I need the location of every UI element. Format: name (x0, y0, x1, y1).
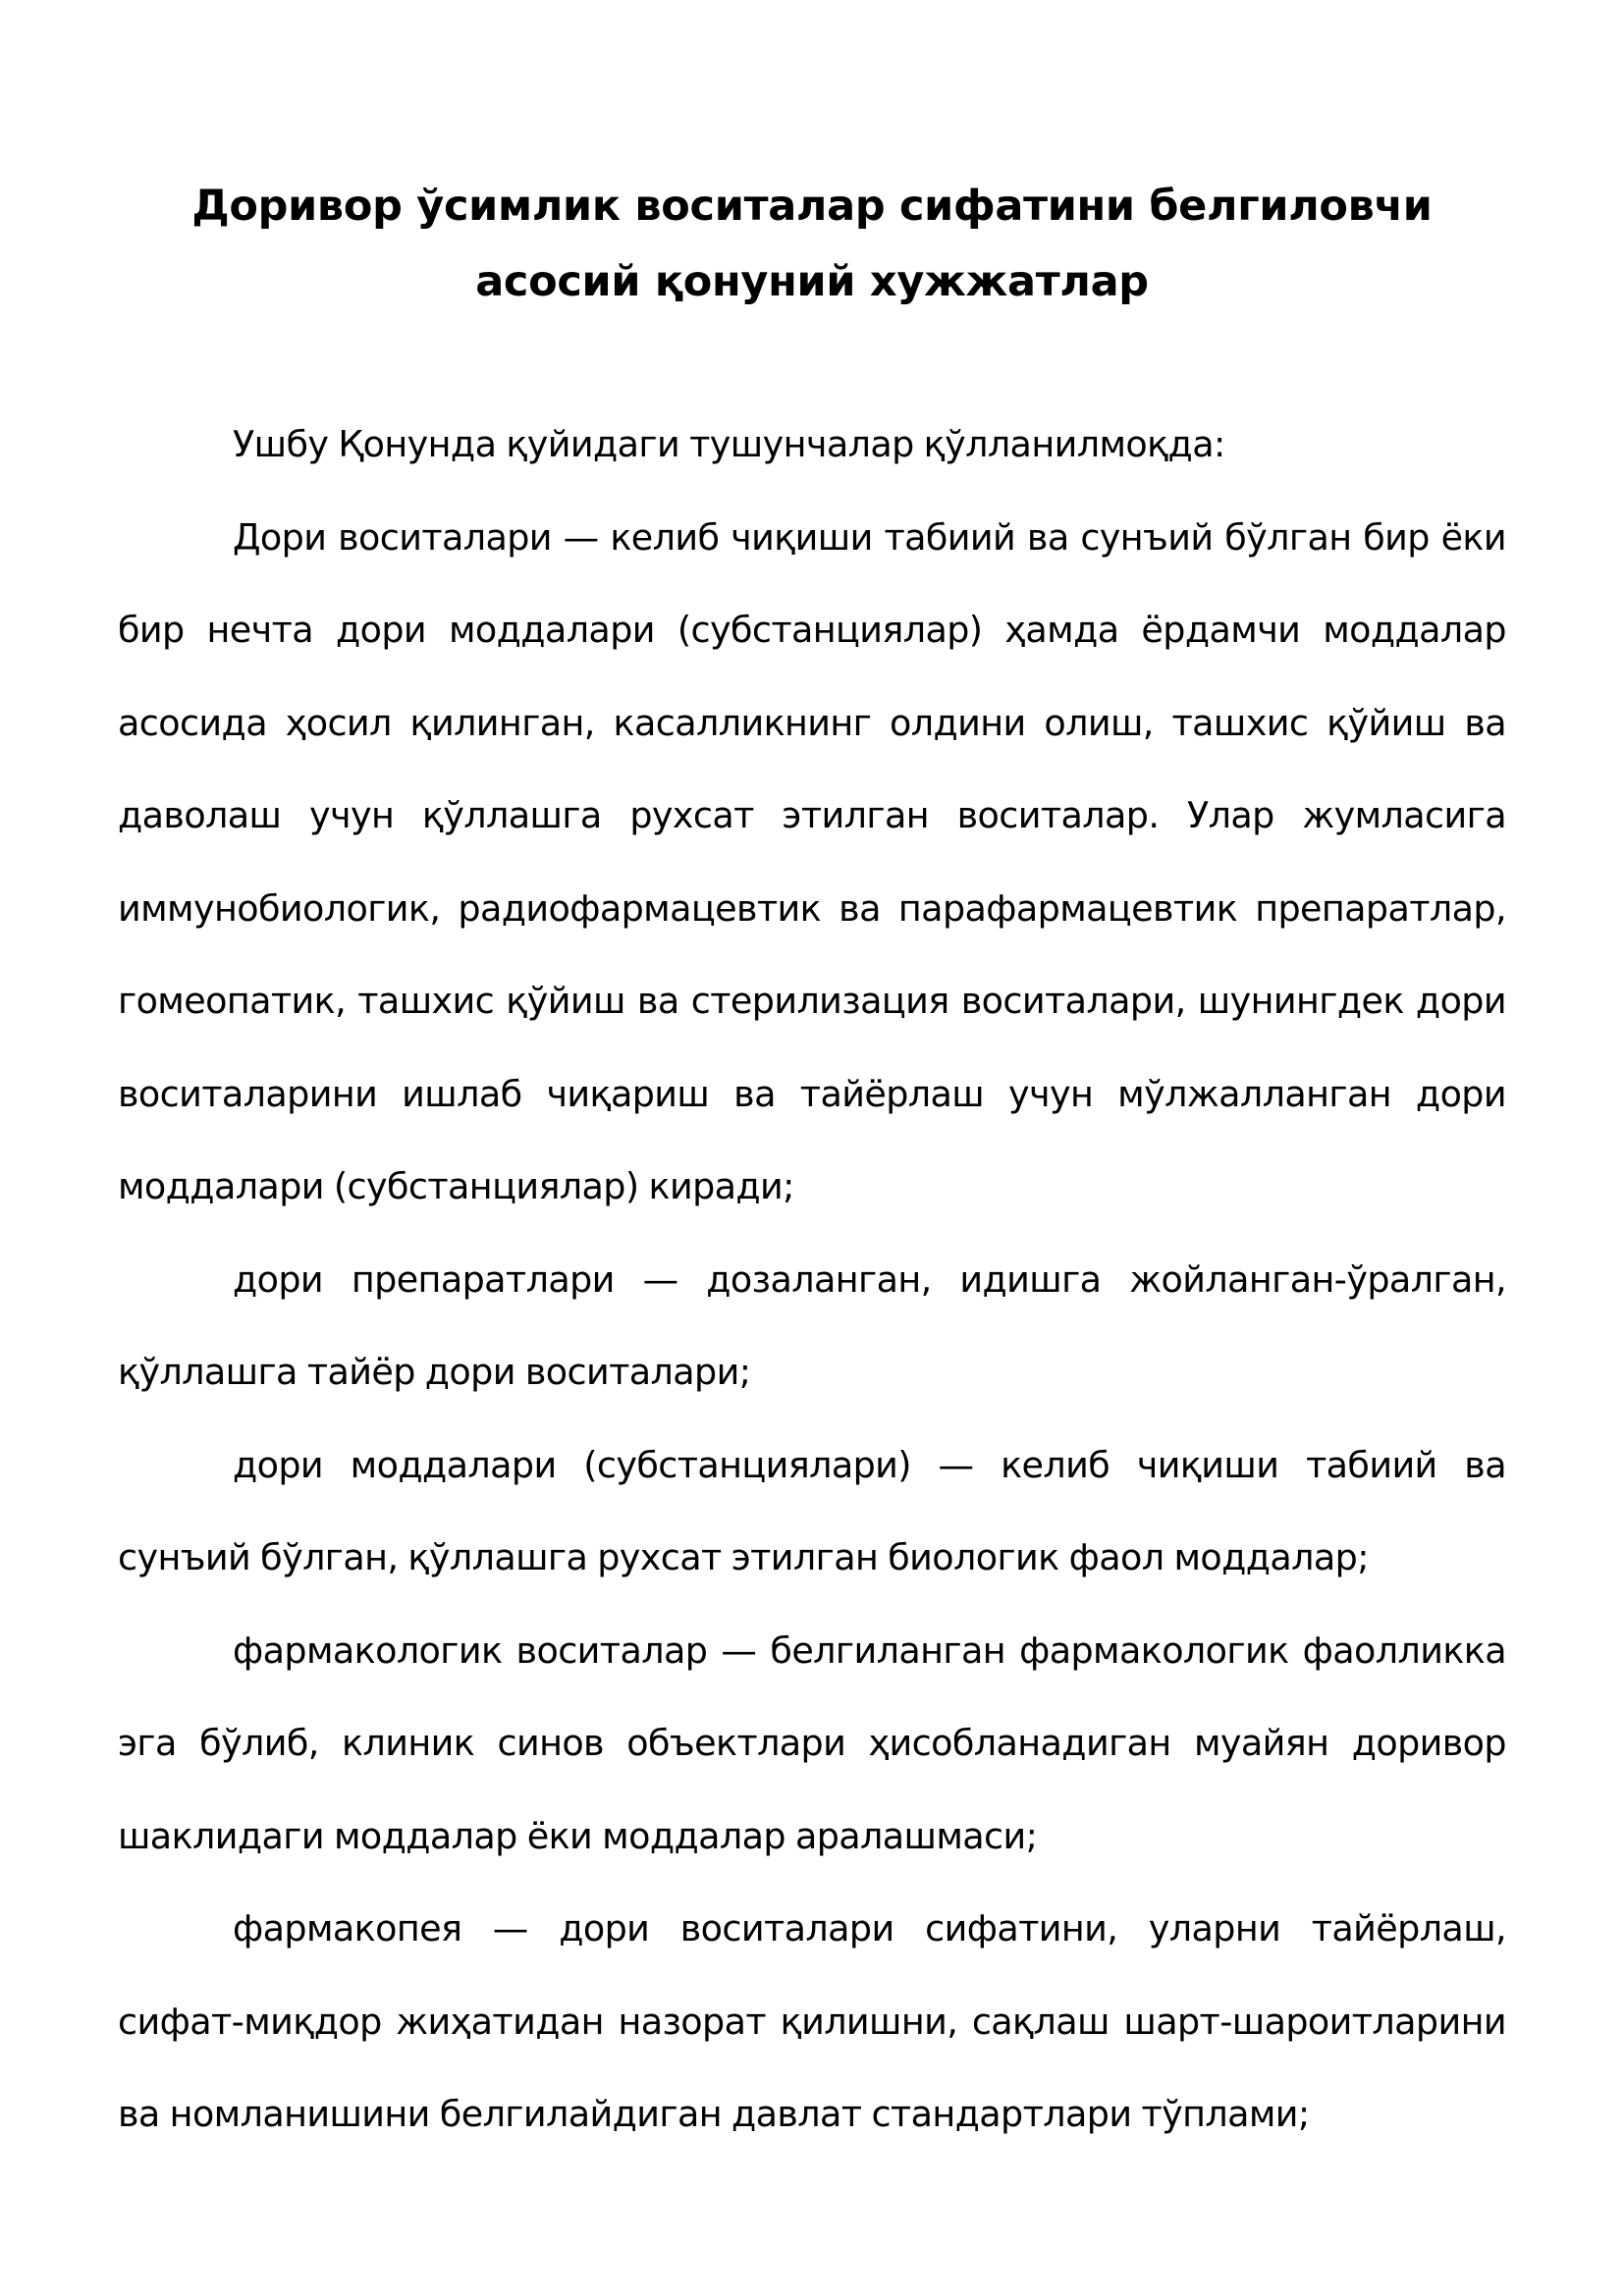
paragraph-medicines-definition: Дори воситалари — келиб чиқиши табиий ва сунъий бўлган бир ёки бир нечта дори моддалари (субстанциялар) ҳамда ёрдамчи моддалар асосида ҳосил қилинган, касалликнинг олдини олиш, ташхис қўйиш ва даволаш учун қўллашга рухсат этилган воситалар. Улар жумласига иммунобиологик, радиофармацевтик ва парафармацевтик препаратлар, гомеопатик, ташхис қўйиш ва стерилизация воситалари, шунингдек дори воситаларини ишлаб чиқариш ва тайёрлаш учун мўлжалланган дори моддалари (субстанциялар) киради; (118, 515, 1506, 1207)
paragraph-pharmacopoeia-definition: фармакопея — дори воситалари сифатини, уларни тайёрлаш, сифат-миқдор жиҳатидан назорат қилишни, сақлаш шарт-шароитларини ва номланишини белгилайдиган давлат стандартлари тўплами; (118, 1907, 1506, 2135)
paragraph-drug-substances-definition: дори моддалари (субстанциялари) — келиб чиқиши табиий ва сунъий бўлган, қўллашга рухсат этилган биологик фаол моддалар; (118, 1443, 1506, 1578)
paragraph-drug-preparations-definition: дори препаратлари — дозаланган, идишга жойланган-ўралган, қўллашга тайёр дори воситалари; (118, 1257, 1506, 1393)
document-body (118, 399, 1506, 2162)
paragraph-intro: Ушбу Қонунда қуйидаги тушунчалар қўлланилмоқда: (233, 423, 1225, 465)
paragraph-pharmacological-agents-definition: фармакологик воситалар — белгиланган фармакологик фаолликка эга бўлиб, клиник синов объектлари ҳисобланадиган муайян доривор шаклидаги моддалар ёки моддалар аралашмаси; (118, 1629, 1506, 1857)
document-title: Доривор ўсимлик воситалар сифатини белгиловчи асосий қонуний хужжатлар (191, 182, 1433, 306)
